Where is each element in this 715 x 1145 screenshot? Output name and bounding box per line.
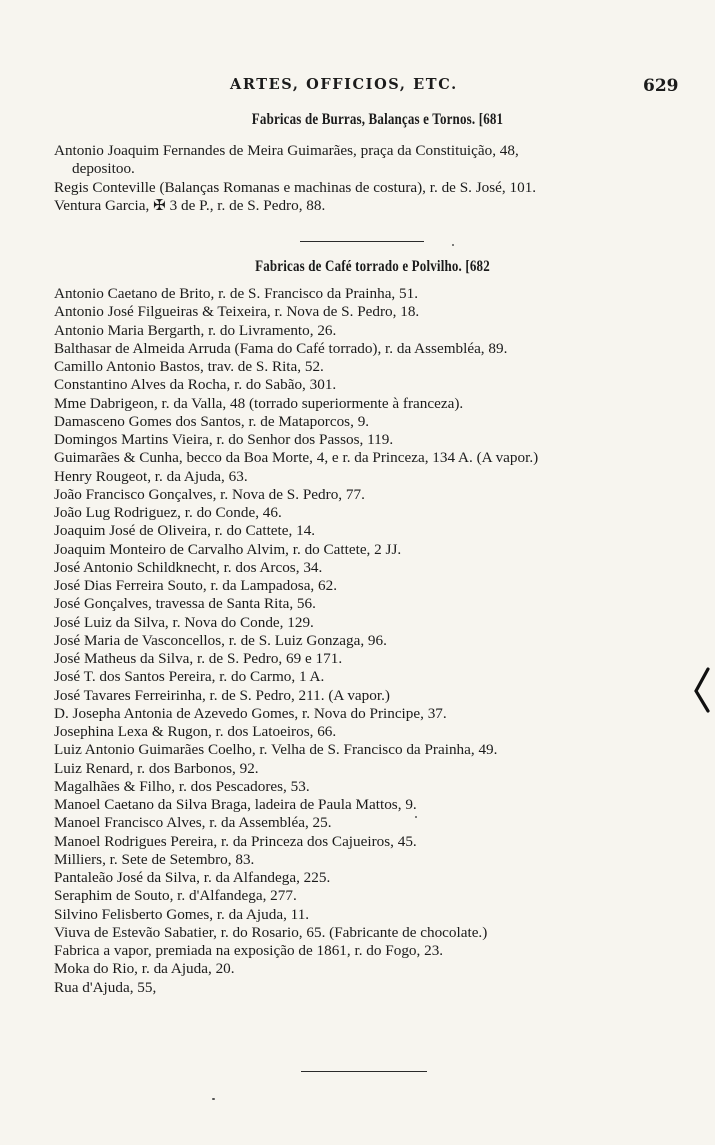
list-item: Luiz Renard, r. dos Barbonos, 92. bbox=[54, 759, 259, 777]
list-item: João Lug Rodriguez, r. do Conde, 46. bbox=[54, 504, 282, 521]
list-item: Silvino Felisberto Gomes, r. da Ajuda, 11. bbox=[54, 905, 310, 923]
running-head bbox=[0, 74, 715, 98]
list-item: Mme Dabrigeon, r. da Valla, 48 (torrado superiormente à franceza). bbox=[54, 394, 464, 412]
list-item: Josephina Lexa & Rugon, r. dos Latoeiros, 66. bbox=[54, 723, 337, 740]
section-divider bbox=[300, 241, 424, 242]
list-item: Pantaleão José da Silva, r. da Alfandega, 225. bbox=[54, 869, 331, 886]
entry-list-cafe-torrado-polvilho bbox=[54, 285, 684, 997]
list-item: Domingos Martins Vieira, r. do Senhor dos Passos, 119. bbox=[54, 431, 394, 448]
list-item: Joaquim Monteiro de Carvalho Alvim, r. do Cattete, 2 JJ. bbox=[54, 540, 402, 558]
list-item: Antonio Maria Bergarth, r. do Livramento, 26. bbox=[54, 321, 337, 339]
list-item: Fabrica a vapor, premiada na exposição de 1861, r. do Fogo, 23. bbox=[54, 942, 444, 959]
list-item: D. Josepha Antonia de Azevedo Gomes, r. Nova do Principe, 37. bbox=[54, 704, 447, 722]
list-item: Camillo Antonio Bastos, trav. de S. Rita, 52. bbox=[54, 358, 324, 375]
section-heading-cafe-torrado-polvilho: Fabricas de Café torrado e Polvilho. [682 bbox=[255, 258, 490, 275]
list-item: José T. dos Santos Pereira, r. do Carmo, 1 A. bbox=[54, 668, 325, 686]
list-item: José Maria de Vasconcellos, r. de S. Luiz Gonzaga, 96. bbox=[54, 631, 387, 649]
list-item: Viuva de Estevão Sabatier, r. do Rosario, 65. (Fabricante de chocolate.) bbox=[54, 923, 488, 941]
list-item: Milliers, r. Sete de Setembro, 83. bbox=[54, 850, 255, 868]
list-item: Balthasar de Almeida Arruda (Fama do Café torrado), r. da Assembléa, 89. bbox=[54, 339, 508, 357]
list-item: Antonio Caetano de Brito, r. de S. Francisco da Prainha, 51. bbox=[54, 285, 419, 302]
list-item: Regis Conteville (Balanças Romanas e machinas de costura), r. de S. José, 101. bbox=[54, 178, 537, 196]
list-item: José Luiz da Silva, r. Nova do Conde, 129. bbox=[54, 613, 314, 631]
list-item: José Antonio Schildknecht, r. dos Arcos, 34. bbox=[54, 558, 323, 576]
list-item: Antonio José Filgueiras & Teixeira, r. Nova de S. Pedro, 18. bbox=[54, 303, 420, 321]
list-item: José Gonçalves, travessa de Santa Rita, 56. bbox=[54, 595, 316, 613]
list-item: Moka do Rio, r. da Ajuda, 20. bbox=[54, 960, 235, 978]
section-heading-burras-balancas-tornos: Fabricas de Burras, Balanças e Tornos. [681 bbox=[251, 111, 504, 128]
list-item: Antonio Joaquim Fernandes de Meira Guimarães, praça da Constituição, 48, bbox=[54, 142, 519, 159]
list-item: Joaquim José de Oliveira, r. do Cattete, 14. bbox=[54, 522, 316, 540]
page-number: 629 bbox=[643, 76, 679, 96]
list-item: José Tavares Ferreirinha, r. de S. Pedro, 211. (A vapor.) bbox=[54, 686, 390, 704]
running-title: ARTES, OFFICIOS, ETC. bbox=[230, 76, 458, 93]
list-item: José Matheus da Silva, r. de S. Pedro, 69 e 171. bbox=[54, 650, 343, 667]
list-item: Henry Rougeot, r. da Ajuda, 63. bbox=[54, 467, 248, 485]
list-item: Damasceno Gomes dos Santos, r. de Mataporcos, 9. bbox=[54, 412, 370, 430]
section-divider bbox=[301, 1071, 427, 1072]
list-item: Seraphim de Souto, r. d'Alfandega, 277. bbox=[54, 887, 297, 905]
ink-speck bbox=[212, 1098, 215, 1100]
list-item: José Dias Ferreira Souto, r. da Lampadosa, 62. bbox=[54, 577, 338, 594]
list-item: Manoel Francisco Alves, r. da Assembléa, 25. bbox=[54, 814, 332, 832]
list-item: Manoel Caetano da Silva Braga, ladeira de Paula Mattos, 9. bbox=[54, 796, 417, 813]
list-item-continuation: depositoo. bbox=[72, 160, 135, 178]
list-item: Luiz Antonio Guimarães Coelho, r. Velha de S. Francisco da Prainha, 49. bbox=[54, 741, 498, 759]
list-item: Ventura Garcia, ✠ 3 de P., r. de S. Pedro, 88. bbox=[54, 196, 326, 214]
margin-bracket-mark bbox=[694, 667, 710, 713]
list-item: Rua d'Ajuda, 55, bbox=[54, 978, 157, 996]
ink-speck bbox=[415, 816, 417, 818]
list-item: Magalhães & Filho, r. dos Pescadores, 53. bbox=[54, 777, 310, 795]
list-item: Guimarães & Cunha, becco da Boa Morte, 4, e r. da Princeza, 134 A. (A vapor.) bbox=[54, 449, 539, 467]
list-item: Constantino Alves da Rocha, r. do Sabão, 301. bbox=[54, 376, 337, 394]
entry-list-burras-balancas-tornos bbox=[54, 142, 684, 215]
list-item: João Francisco Gonçalves, r. Nova de S. Pedro, 77. bbox=[54, 485, 365, 503]
ink-speck bbox=[452, 244, 454, 246]
list-item: Manoel Rodrigues Pereira, r. da Princeza dos Cajueiros, 45. bbox=[54, 832, 417, 850]
